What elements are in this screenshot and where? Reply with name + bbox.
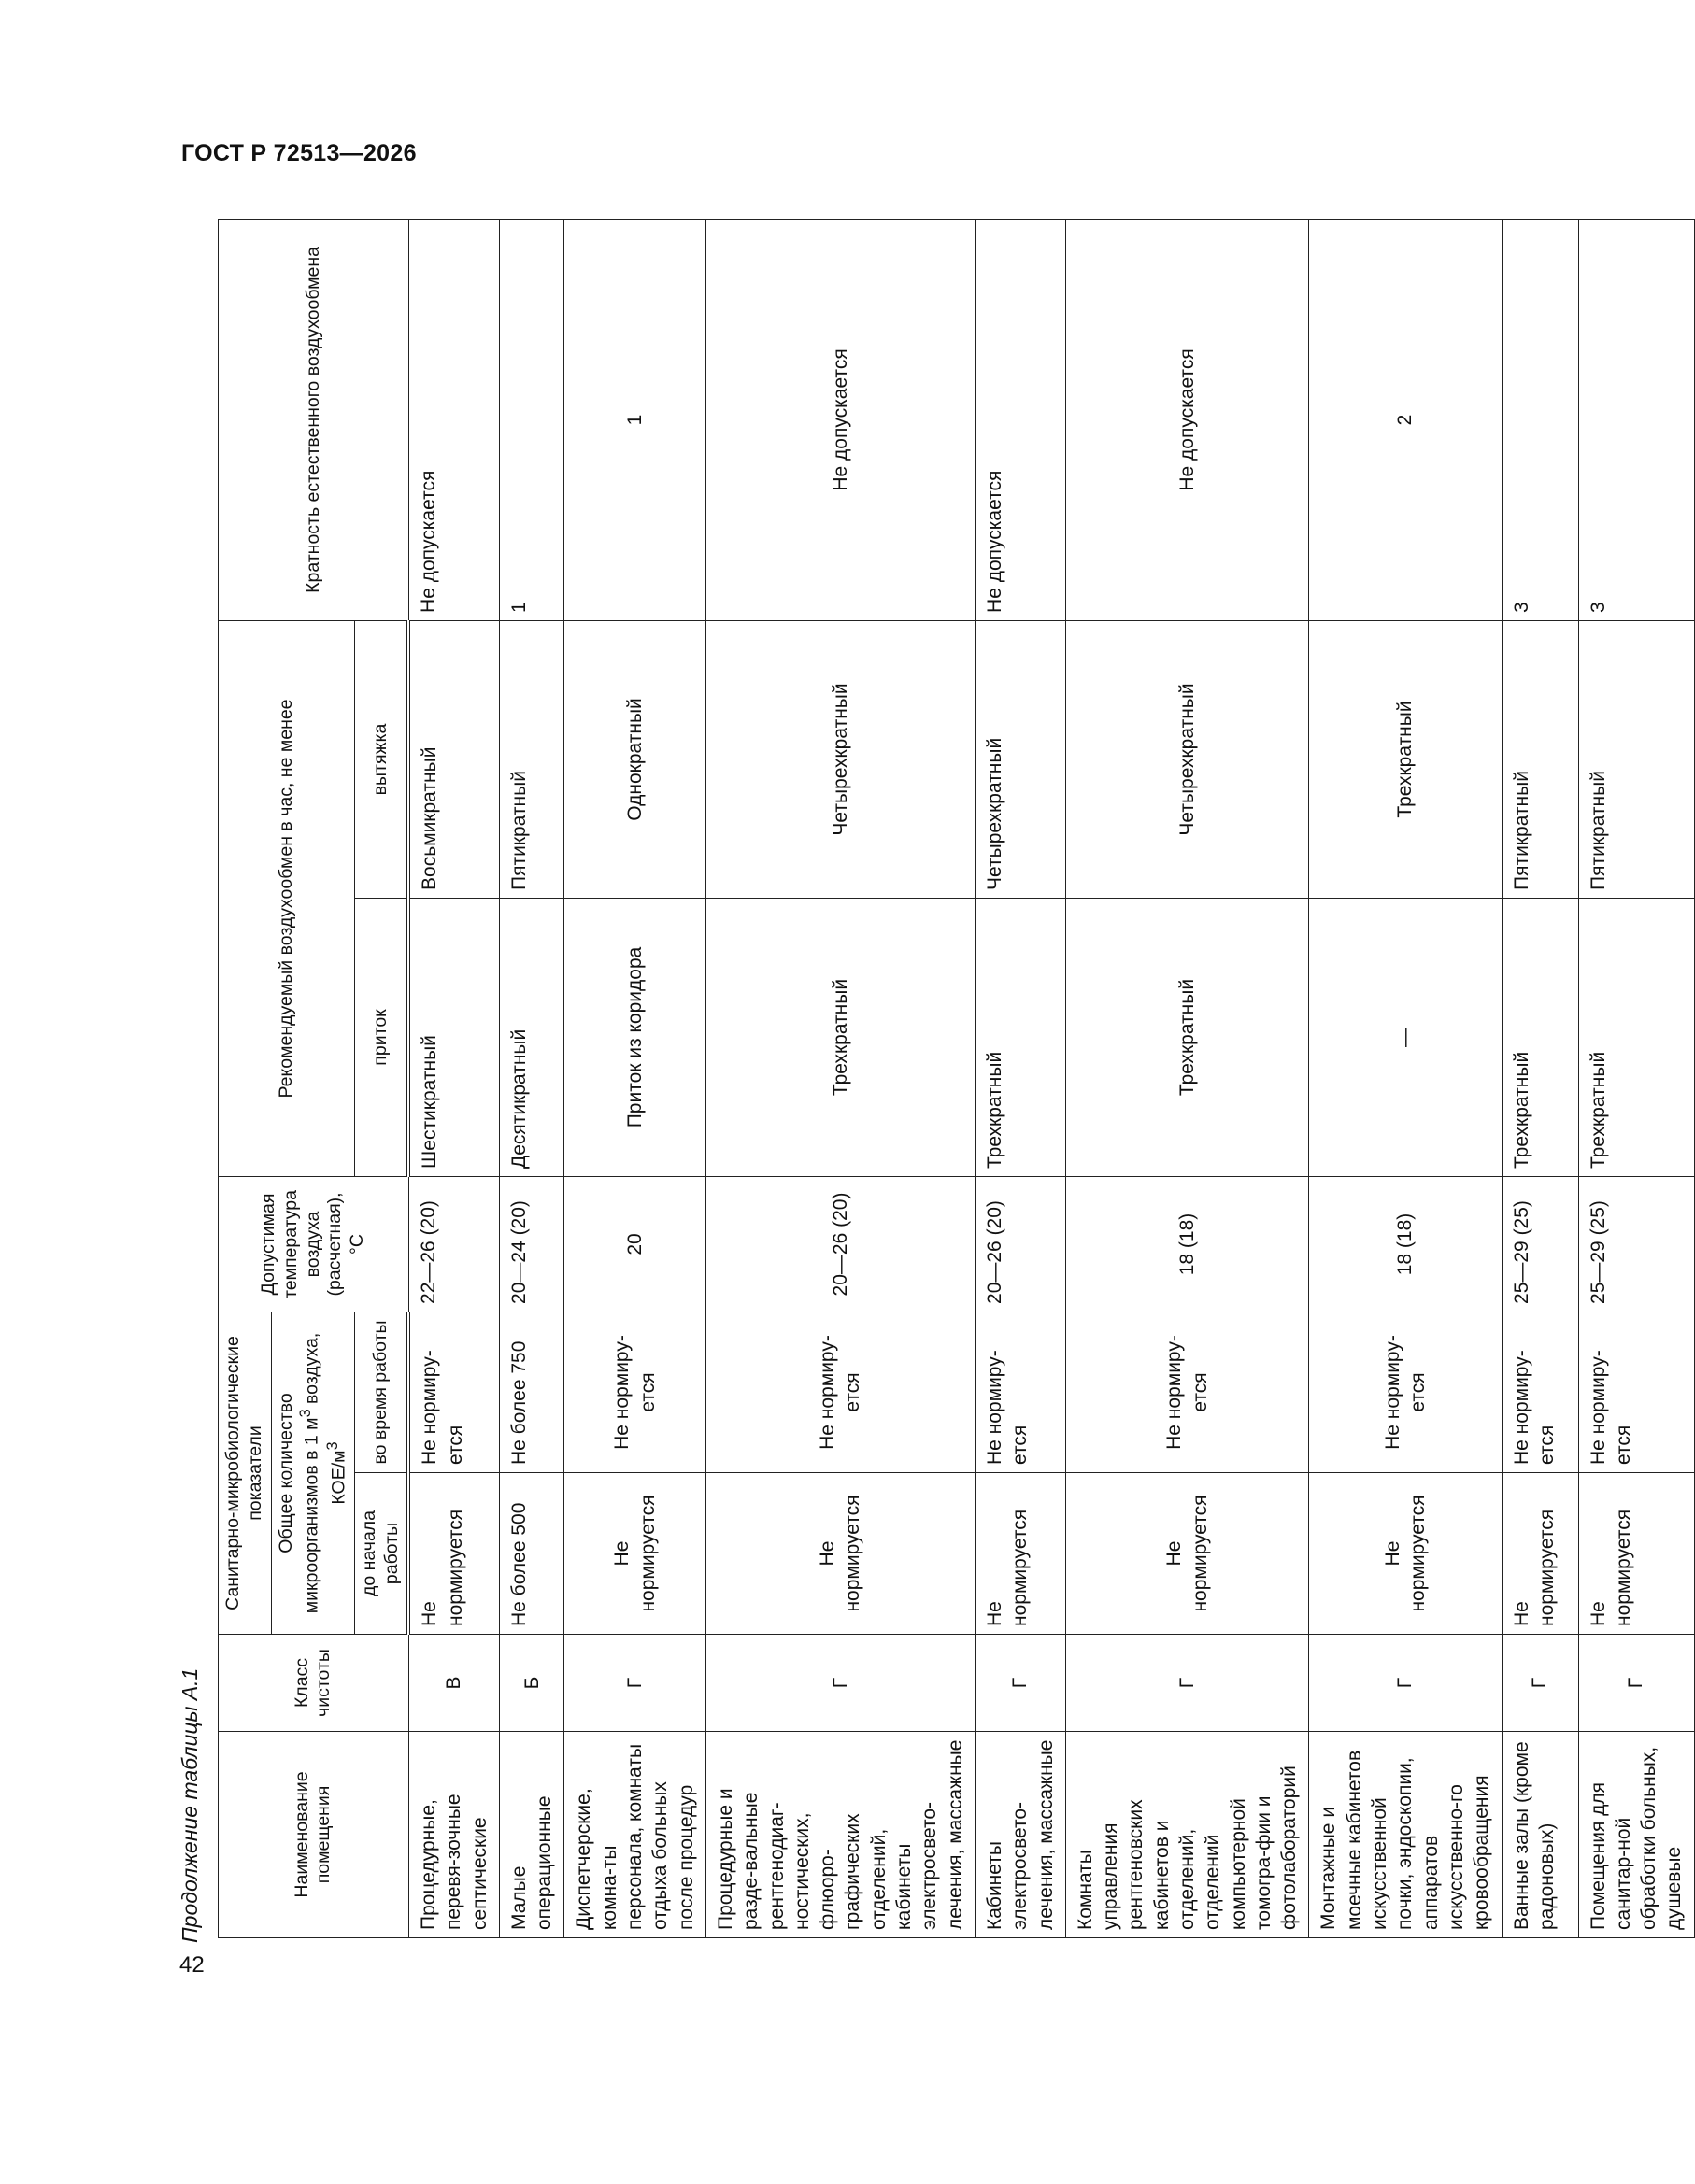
ventilation-table — [218, 219, 1695, 1938]
cell-during-work: Не нормиру-ется — [1578, 1312, 1694, 1472]
header-cleanliness-class: Класс чистоты — [219, 1635, 409, 1732]
cell-natural: 2 — [1309, 219, 1502, 620]
table-row — [975, 219, 1065, 1937]
header-exhaust: вытяжка — [354, 620, 408, 898]
table-row — [1578, 219, 1694, 1937]
cell-temperature: 18 (18) — [1065, 1176, 1309, 1312]
cell-during-work: Не нормиру-ется — [1309, 1312, 1502, 1472]
cell-supply: Трехкратный — [1578, 898, 1694, 1176]
cell-during-work: Не нормиру-ется — [975, 1312, 1065, 1472]
cell-class: Г — [1309, 1635, 1502, 1732]
header-supply: приток — [354, 898, 408, 1176]
cell-room: Процедурные и разде-вальные рентгенодиаг-ностических, флюоро-графических отделений, кабинеты электросвето-лечения, массажные — [705, 1732, 975, 1938]
cell-class: Г — [975, 1635, 1065, 1732]
cell-exhaust: Пятикратный — [1578, 620, 1694, 898]
cell-room: Диспетчерские, комна-ты персонала, комнаты отдыха больных после процедур — [564, 1732, 705, 1938]
cell-natural: 1 — [499, 219, 564, 620]
header-microorganisms: Общее количество микроорганизмов в 1 $м^3$ воздуха, КОЕ/$м^3$ — [271, 1312, 354, 1634]
header-room-name: Наименование помещения — [219, 1732, 409, 1938]
cell-before-work: Не нормируется — [1065, 1473, 1309, 1635]
cell-supply: Приток из коридора — [564, 898, 705, 1176]
cell-supply: Десятикратный — [499, 898, 564, 1176]
table-row — [1502, 219, 1578, 1937]
cell-temperature: 20 — [564, 1176, 705, 1312]
cell-room: Комнаты управления рентгеновских кабинетов и отделений, отделений компьютерной томогра-фии и фотолабораторий — [1065, 1732, 1309, 1938]
cell-exhaust: Пятикратный — [499, 620, 564, 898]
cell-before-work: Не нормируется — [1578, 1473, 1694, 1635]
cell-natural: 1 — [564, 219, 705, 620]
table-row — [1309, 219, 1502, 1937]
cell-during-work: Не нормиру-ется — [1065, 1312, 1309, 1472]
cell-temperature: 20—26 (20) — [705, 1176, 975, 1312]
cell-class: В — [408, 1635, 499, 1732]
table-caption: Продолжение таблицы А.1 — [178, 1667, 202, 1943]
cell-before-work: Не нормируется — [705, 1473, 975, 1635]
cell-before-work: Не нормируется — [564, 1473, 705, 1635]
cell-class: Г — [1065, 1635, 1309, 1732]
cell-temperature: 22—26 (20) — [408, 1176, 499, 1312]
cell-natural: Не допускается — [408, 219, 499, 620]
cell-natural: 3 — [1578, 219, 1694, 620]
cell-class: Б — [499, 1635, 564, 1732]
cell-supply: Шестикратный — [408, 898, 499, 1176]
cell-during-work: Не нормиру-ется — [408, 1312, 499, 1472]
document-code: ГОСТ Р 72513—2026 — [181, 140, 417, 166]
cell-exhaust: Пятикратный — [1502, 620, 1578, 898]
cell-before-work: Не более 500 — [499, 1473, 564, 1635]
cell-exhaust: Четырехкратный — [1065, 620, 1309, 898]
table-row — [564, 219, 705, 1937]
cell-temperature: 25—29 (25) — [1578, 1176, 1694, 1312]
table-row — [1065, 219, 1309, 1937]
table-row — [499, 219, 564, 1937]
cell-room: Процедурные, перевя-зочные септические — [408, 1732, 499, 1938]
cell-class: Г — [564, 1635, 705, 1732]
cell-during-work: Не нормиру-ется — [564, 1312, 705, 1472]
cell-class: Г — [1578, 1635, 1694, 1732]
cell-during-work: Не нормиру-ется — [1502, 1312, 1578, 1472]
cell-temperature: 25—29 (25) — [1502, 1176, 1578, 1312]
cell-supply: Трехкратный — [705, 898, 975, 1176]
cell-room: Монтажные и моечные кабинетов искусственной почки, эндоскопии, аппаратов искусственно-го кровообращения — [1309, 1732, 1502, 1938]
cell-natural: Не допускается — [975, 219, 1065, 620]
cell-during-work: Не более 750 — [499, 1312, 564, 1472]
cell-exhaust: Однократный — [564, 620, 705, 898]
cell-exhaust: Четырехкратный — [975, 620, 1065, 898]
cell-supply: Трехкратный — [1502, 898, 1578, 1176]
header-air-exchange: Рекомендуемый воздухообмен в час, не менее — [219, 620, 355, 1176]
cell-supply: Трехкратный — [1065, 898, 1309, 1176]
cell-natural: Не допускается — [1065, 219, 1309, 620]
header-sanitary-indicators: Санитарно-микробиологические показатели — [219, 1312, 272, 1634]
cell-natural: Не допускается — [705, 219, 975, 620]
cell-exhaust: Восьмикратный — [408, 620, 499, 898]
cell-room: Ванные залы (кроме радоновых) — [1502, 1732, 1578, 1938]
cell-temperature: 20—26 (20) — [975, 1176, 1065, 1312]
page-number: 42 — [179, 1952, 205, 1978]
header-natural-exchange: Кратность естественного воздухообмена — [219, 219, 409, 620]
cell-during-work: Не нормиру-ется — [705, 1312, 975, 1472]
cell-supply: — — [1309, 898, 1502, 1176]
cell-class: Г — [705, 1635, 975, 1732]
cell-before-work: Не нормируется — [1309, 1473, 1502, 1635]
header-before-work: до начала работы — [354, 1473, 408, 1635]
cell-room: Малые операционные — [499, 1732, 564, 1938]
cell-natural: 3 — [1502, 219, 1578, 620]
header-during-work: во время работы — [354, 1312, 408, 1472]
cell-before-work: Не нормируется — [975, 1473, 1065, 1635]
rotated-table-container — [218, 220, 1686, 1938]
cell-supply: Трехкратный — [975, 898, 1065, 1176]
cell-class: Г — [1502, 1635, 1578, 1732]
cell-before-work: Не нормируется — [1502, 1473, 1578, 1635]
table-row — [408, 219, 499, 1937]
table-row — [705, 219, 975, 1937]
cell-before-work: Не нормируется — [408, 1473, 499, 1635]
cell-room: Кабинеты электросвето-лечения, массажные — [975, 1732, 1065, 1938]
header-temperature: Допустимая температура воздуха (расчетная), °С — [219, 1176, 409, 1312]
cell-exhaust: Четырехкратный — [705, 620, 975, 898]
cell-room: Помещения для санитар-ной обработки больных, душевые — [1578, 1732, 1694, 1938]
cell-temperature: 20—24 (20) — [499, 1176, 564, 1312]
cell-temperature: 18 (18) — [1309, 1176, 1502, 1312]
cell-exhaust: Трехкратный — [1309, 620, 1502, 898]
